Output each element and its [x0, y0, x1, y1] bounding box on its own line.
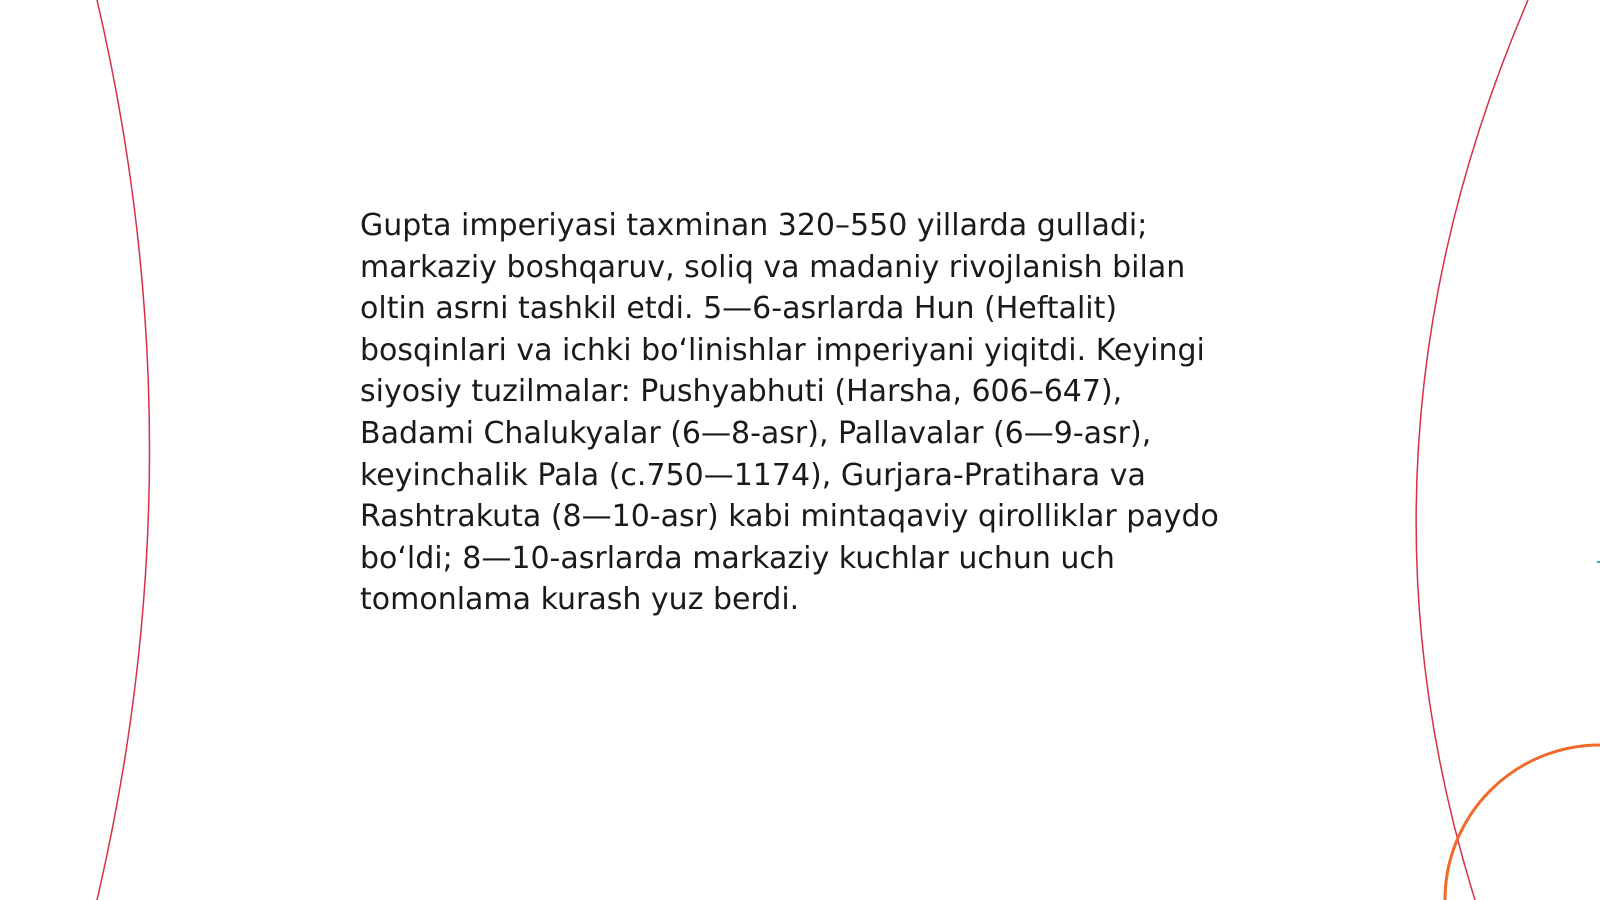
corner-circle-outline [1445, 745, 1600, 900]
left-arc-line [97, 0, 150, 900]
slide-body-text: Gupta imperiyasi taxminan 320–550 yillarda gulladi; markaziy boshqaruv, soliq va madaniy rivojlanish bilan oltin asrni tashkil etdi. 5—6-asrlarda Hun (Heftalit) bosqinlari va ichki boʻlinishlar imperiyani yiqitdi. Keyingi siyosiy tuzilmalar: Pushyabhuti (Harsha, 606–647), Badami Chalukyalar (6—8-asr), Pallavalar (6—9-asr), keyinchalik Pala (c.750—1174), Gurjara-Pratihara va Rashtrakuta (8—10-asr) kabi mintaqaviy qirolliklar paydo boʻldi; 8—10-asrlarda markaziy kuchlar uchun uch tomonlama kurash yuz berdi. [360, 208, 1219, 618]
right-arc-line [1416, 0, 1528, 900]
